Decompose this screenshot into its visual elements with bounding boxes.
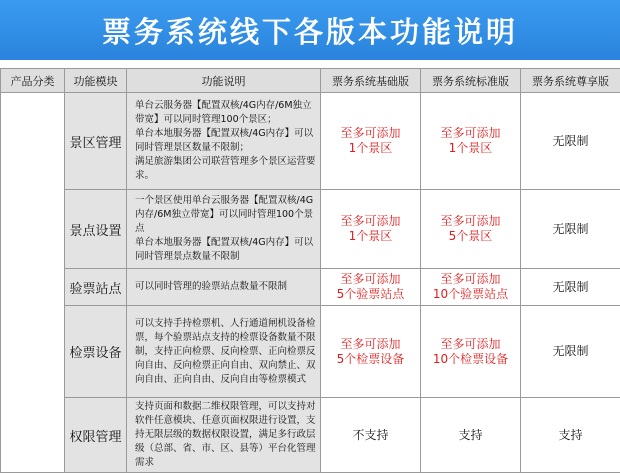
module-cell: 权限管理 (65, 398, 127, 473)
page-title: 票务系统线下各版本功能说明 (102, 10, 518, 51)
standard-cell: 支持 (421, 398, 521, 473)
table-row (1, 306, 620, 398)
title-banner (0, 0, 620, 60)
table-row (1, 398, 620, 473)
premium-cell: 无限制 (521, 306, 620, 398)
module-cell: 验票站点 (65, 269, 127, 306)
standard-cell: 至多可添加 10个检票设备 (421, 306, 521, 398)
description-cell: 可以同时管理的验票站点数量不限制 (127, 269, 321, 306)
standard-cell: 至多可添加 5个景区 (421, 190, 521, 269)
premium-cell: 无限制 (521, 93, 620, 190)
basic-cell: 至多可添加 5个验票站点 (321, 269, 421, 306)
description-cell: 可以支持手持检票机、人行通道闸机设备检票，每个验票站点支持的检票设备数量不限制，支持正向检票、反向检票、正向检票反向自由、反向检票正向自由、双向禁止、双向自由、正向自由、反向自由等检票模式 (127, 306, 321, 398)
description-cell: 支持页面和数据二维权限管理，可以支持对软件任意模块、任意页面权限进行设置，支持无限层级的数据权限设置，满足多行政层级（总部、省、市、区、县等）平台化管理需求 (127, 398, 321, 473)
basic-cell: 至多可添加 5个检票设备 (321, 306, 421, 398)
description-cell: 单台云服务器【配置双核/4G内存/6M独立带宽】可以同时管理100个景区； 单台本地服务器【配置双核/4G内存】可以同时管理景区数量不限制； 满足旅游集团公司联营管理多个景区运营要求。 (127, 93, 321, 190)
table-row (1, 190, 620, 269)
basic-cell: 至多可添加 1个景区 (321, 190, 421, 269)
premium-cell: 无限制 (521, 190, 620, 269)
description-cell: 一个景区使用单台云服务器【配置双核/4G内存/6M独立带宽】可以同时管理100个景点 单台本地服务器【配置双核/4G内存】可以同时管理景点数量不限制 (127, 190, 321, 269)
header-premium: 票务系统尊享版 (521, 69, 620, 93)
module-cell: 检票设备 (65, 306, 127, 398)
header-description: 功能说明 (127, 69, 321, 93)
header-standard: 票务系统标准版 (421, 69, 521, 93)
banner-gap (0, 60, 620, 68)
category-cell (1, 93, 65, 473)
header-basic: 票务系统基础版 (321, 69, 421, 93)
header-module: 功能模块 (65, 69, 127, 93)
header-category: 产品分类 (1, 69, 65, 93)
basic-cell: 至多可添加 1个景区 (321, 93, 421, 190)
module-cell: 景区管理 (65, 93, 127, 190)
standard-cell: 至多可添加 1个景区 (421, 93, 521, 190)
standard-cell: 至多可添加 10个验票站点 (421, 269, 521, 306)
module-cell: 景点设置 (65, 190, 127, 269)
premium-cell: 无限制 (521, 269, 620, 306)
table-row (1, 93, 620, 190)
table-header-row (1, 69, 620, 93)
feature-table (0, 68, 620, 473)
basic-cell: 不支持 (321, 398, 421, 473)
table-row (1, 269, 620, 306)
premium-cell: 支持 (521, 398, 620, 473)
